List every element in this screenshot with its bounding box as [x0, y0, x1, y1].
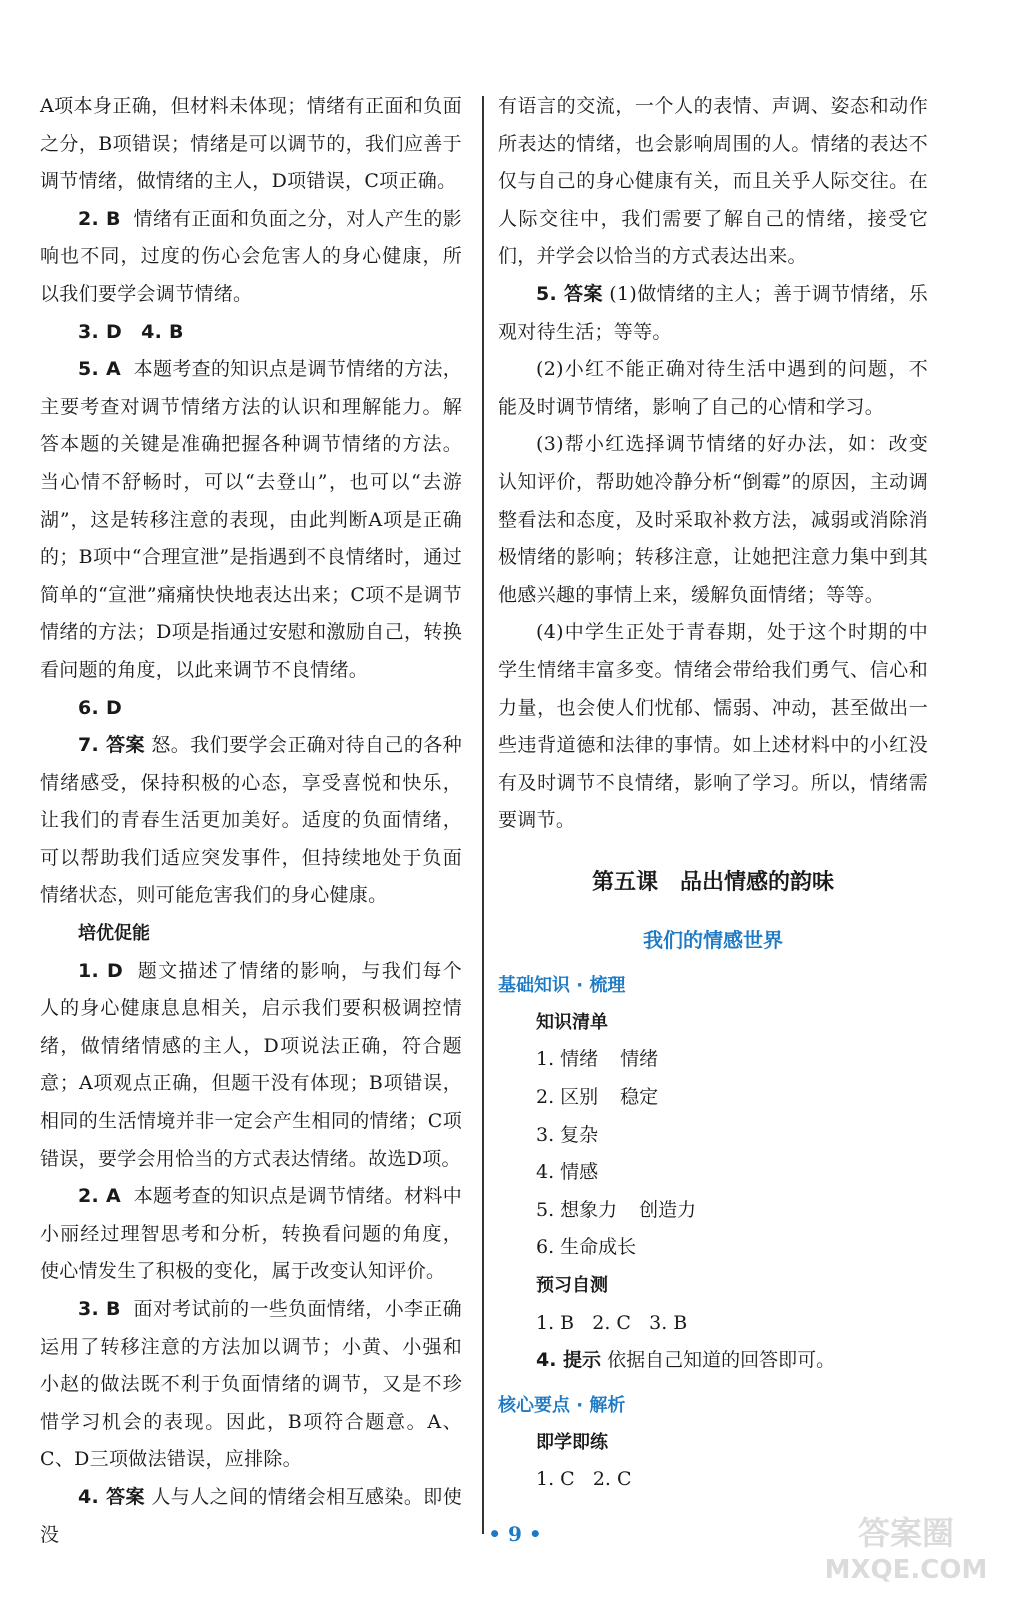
watermark-text: 答案圈 [857, 1514, 955, 1552]
answer-3-4 [40, 314, 462, 352]
paragraph-continuation: 有语言的交流，一个人的表情、声调、姿态和动作所表达的情绪，也会影响周围的人。情绪的表达不仅与自己的身心健康有关，而且关乎人际交往。在人际交往中，我们需要了解自己的情绪，接受它们，并学会以恰当的方式表达出来。 [498, 95, 928, 268]
answer-number: 7. 答案 [78, 734, 145, 757]
list-item: 3. 复杂 [536, 1123, 599, 1146]
page-number: • 9 • [488, 1522, 542, 1546]
practice-answers: 1. C 2. C [536, 1468, 632, 1491]
answer-number: 1. D [78, 959, 124, 982]
answer-number: 4. 答案 [78, 1485, 145, 1508]
hint-line [498, 1342, 928, 1380]
answer-5 [40, 351, 462, 689]
list-item: 5. 想象力 创造力 [536, 1198, 697, 1221]
answer-number: 2. A [78, 1185, 121, 1208]
answer-number: 6. D [78, 696, 123, 719]
answer-5-part-4: (4)中学生正处于青春期，处于这个时期的中学生情绪丰富多变。情绪会带给我们勇气、信心和力量，也会使人们忧郁、懦弱、冲动，甚至做出一些违背道德和法律的事情。如上述材料中的小红没有及时调节不良情绪，影响了学习。所以，情绪需要调节。 [498, 621, 928, 832]
subsection-heading: 预习自测 [536, 1275, 608, 1297]
answer-text: 情绪有正面和负面之分，对人产生的影响也不同，过度的伤心会危害人的身心健康，所以我们要学会调节情绪。 [40, 207, 462, 305]
answer-text: 怒。我们要学会正确对待自己的各种情绪感受，保持积极的心态，享受喜悦和快乐，让我们的青春生活更加美好。适度的负面情绪，可以帮助我们适应突发事件，但持续地处于负面情绪状态，则可能危害我们的身心健康。 [40, 734, 462, 907]
advanced-answer-3 [40, 1291, 462, 1479]
left-column [40, 88, 462, 1554]
advanced-answer-1 [40, 953, 462, 1179]
list-item: 1. 情绪 情绪 [536, 1048, 659, 1071]
answer-number: 4. B [141, 320, 184, 343]
answer-5-part-2: (2)小红不能正确对待生活中遇到的问题，不能及时调节情绪，影响了自己的心情和学习。 [498, 358, 928, 418]
answer-number: 5. A [78, 358, 121, 381]
subsection-heading: 知识清单 [536, 1011, 608, 1033]
answer-number: 3. B [78, 1298, 121, 1320]
answer-7 [40, 727, 462, 915]
answer-text: 本题考查的知识点是调节情绪。材料中小丽经过理智思考和分析，转换看问题的角度，使心情发生了积极的变化，属于改变认知评价。 [40, 1185, 463, 1283]
answer-text: 本题考查的知识点是调节情绪的方法，主要考查对调节情绪方法的认识和理解能力。解答本题的关键是准确把握各种调节情绪的方法。当心情不舒畅时，可以“去登山”，也可以“去游湖”，这是转移注意的表现，由此判断A项是正确的；B项中“合理宣泄”是指遇到不良情绪时，通过简单的“宣泄”痛痛快快地表达出来；C项不是调节情绪的方法；D项是指通过安慰和激励自己，转换看问题的角度，以此来调节不良情绪。 [40, 358, 463, 681]
lesson-name: 品出情感的韵味 [680, 869, 835, 895]
list-item: 2. 区别 稳定 [536, 1086, 659, 1109]
self-test-answers: 1. B 2. C 3. B [536, 1311, 688, 1334]
answer-number: 5. 答案 [536, 282, 603, 305]
answer-5-part-3: (3)帮小红选择调节情绪的好办法，如：改变认知评价，帮助她冷静分析“倒霉”的原因，主动调整看法和态度，及时采取补救方法，减弱或消除消极情绪的影响；转移注意，让她把注意力集中到其他感兴趣的事情上来，缓解负面情绪；等等。 [498, 433, 928, 606]
right-column [498, 88, 928, 1499]
answer-text: 依据自己知道的回答即可。 [607, 1349, 836, 1372]
answer-text: 人与人之间的情绪会相互感染。即使没 [40, 1485, 462, 1546]
answer-number: 2. B [78, 207, 121, 230]
column-divider [482, 96, 484, 1534]
watermark-url: MXQE.COM [824, 1555, 988, 1585]
paragraph-continuation: A项本身正确，但材料未体现；情绪有正面和负面之分，B项错误；情绪是可以调节的，我们应善于调节情绪，做情绪的主人，D项错误，C项正确。 [40, 95, 462, 193]
answer-text: (1)做情绪的主人；善于调节情绪，乐观对待生活；等等。 [498, 282, 928, 343]
answer-2 [40, 201, 462, 314]
answer-text: 面对考试前的一些负面情绪，小李正确运用了转移注意的方法加以调节；小黄、小强和小赵的做法既不利于负面情绪的调节，又是不珍惜学习机会的表现。因此，B项符合题意。A、C、D三项做法错误，应排除。 [40, 1298, 462, 1471]
answer-number: 3. D [78, 320, 123, 343]
answer-number: 4. 提示 [536, 1349, 602, 1372]
advanced-answer-2 [40, 1178, 462, 1291]
lesson-number: 第五课 [591, 869, 658, 895]
section-title: 我们的情感世界 [643, 927, 783, 952]
lesson-title [498, 862, 928, 904]
list-item: 4. 情感 [536, 1161, 599, 1184]
answer-6 [40, 690, 462, 728]
answer-5-part-1 [498, 276, 928, 351]
watermark-logo [806, 1506, 1006, 1586]
list-item: 6. 生命成长 [536, 1236, 637, 1259]
answer-text: 题文描述了情绪的影响，与我们每个人的身心健康息息相关，启示我们要积极调控情绪，做情绪情感的主人，D项说法正确，符合题意；A项观点正确，但题干没有体现；B项错误，相同的生活情境并非一定会产生相同的情绪；C项错误，要学会用恰当的方式表达情绪。故选D项。 [40, 959, 462, 1170]
band-heading-basic: 基础知识 · 梳理 [498, 974, 626, 996]
subsection-heading: 即学即练 [536, 1431, 608, 1453]
band-heading-core: 核心要点 · 解析 [498, 1394, 626, 1416]
subsection-heading: 培优促能 [78, 923, 150, 945]
